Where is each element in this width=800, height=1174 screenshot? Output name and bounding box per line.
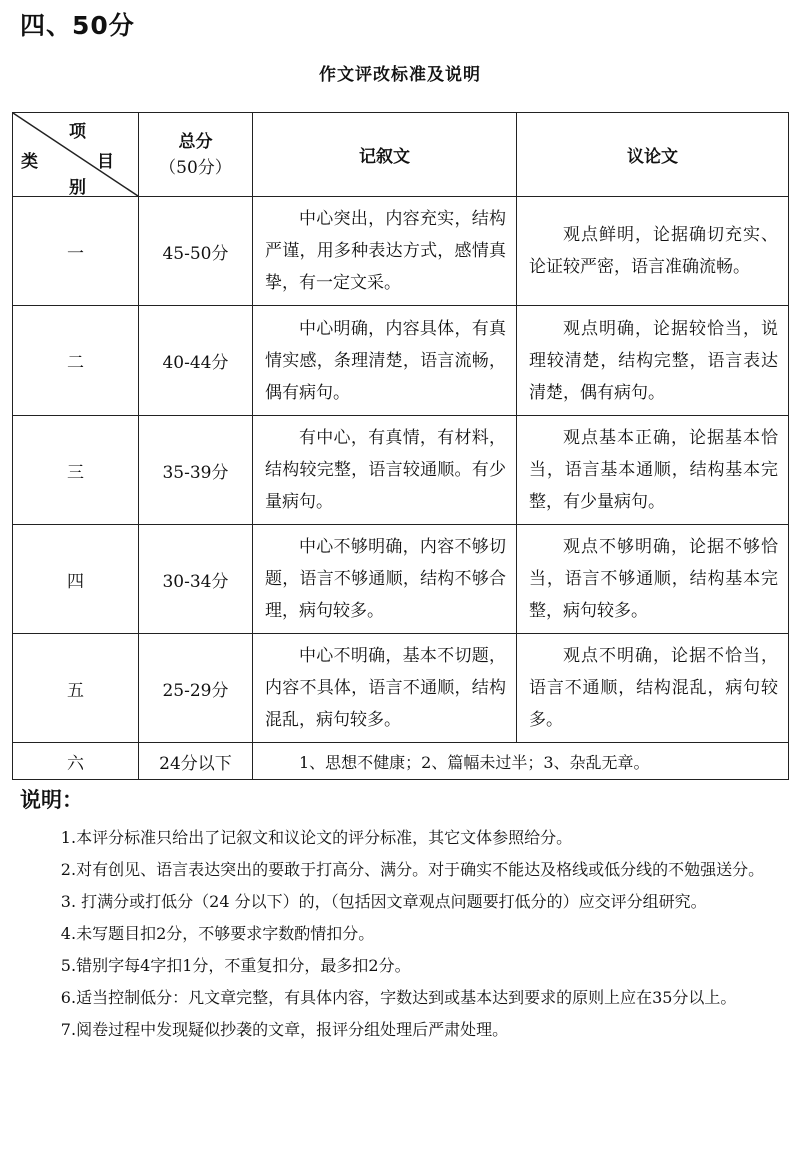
argument-criteria: 观点基本正确，论据基本恰当，语言基本通顺，结构基本完整，有少量病句。: [517, 416, 789, 525]
argument-criteria: 观点明确，论据较恰当，说理较清楚，结构完整，语言表达清楚，偶有病句。: [517, 306, 789, 416]
note-item: 7.阅卷过程中发现疑似抄袭的文章，报评分组处理后严肃处理。: [60, 1020, 509, 1039]
category-cell: 四: [13, 525, 139, 634]
total-score-label: 总分: [178, 131, 213, 152]
table-row: [13, 634, 789, 743]
grading-table: [12, 112, 789, 780]
table-row-last: [13, 743, 789, 780]
category-cell: 二: [13, 306, 139, 416]
document-title: 作文评改标准及说明: [319, 65, 481, 85]
argument-criteria: 观点不够明确，论据不够恰当，语言不够通顺，结构基本完整，病句较多。: [517, 525, 789, 634]
argument-criteria: 观点不明确，论据不恰当，语言不通顺，结构混乱，病句较多。: [517, 634, 789, 743]
table-row: [13, 525, 789, 634]
diagonal-header-cell: [13, 113, 139, 197]
narrative-criteria: 中心不明确，基本不切题，内容不具体，语言不通顺，结构混乱，病句较多。: [253, 634, 517, 743]
score-cell: 24分以下: [139, 743, 253, 780]
table-row: [13, 197, 789, 306]
category-cell: 五: [13, 634, 139, 743]
argument-header: 议论文: [517, 113, 789, 197]
table-row: [13, 306, 789, 416]
score-cell: 45-50分: [139, 197, 253, 306]
header-category-label-bottom: 别: [69, 178, 86, 198]
narrative-criteria: 中心不够明确，内容不够切题，语言不够通顺，结构不够合理，病句较多。: [253, 525, 517, 634]
note-item: 6.适当控制低分：凡文章完整，有具体内容，字数达到或基本达到要求的原则上应在35分以上。: [60, 988, 737, 1007]
argument-criteria: 观点鲜明，论据确切充实、论证较严密，语言准确流畅。: [517, 197, 789, 306]
table-header-row: [13, 113, 789, 197]
score-cell: 25-29分: [139, 634, 253, 743]
section-heading: 四、50分: [20, 11, 135, 40]
category-cell: 三: [13, 416, 139, 525]
narrative-criteria: 有中心，有真情，有材料，结构较完整，语言较通顺。有少量病句。: [253, 416, 517, 525]
score-cell: 30-34分: [139, 525, 253, 634]
category-cell: 一: [13, 197, 139, 306]
table-row: [13, 416, 789, 525]
notes-list: [24, 822, 778, 1046]
score-cell: 40-44分: [139, 306, 253, 416]
header-item-label-right: 目: [97, 152, 114, 172]
header-item-label-top: 项: [69, 122, 86, 142]
score-cell: 35-39分: [139, 416, 253, 525]
notes-heading: 说明：: [20, 788, 83, 812]
total-score-sub: （50分）: [159, 157, 232, 178]
header-category-label-left: 类: [21, 152, 38, 172]
note-item: 1.本评分标准只给出了记叙文和议论文的评分标准，其它文体参照给分。: [60, 828, 573, 847]
narrative-criteria: 中心突出，内容充实，结构严谨，用多种表达方式，感情真挚，有一定文采。: [253, 197, 517, 306]
low-score-conditions: 1、思想不健康；2、篇幅未过半；3、杂乱无章。: [253, 743, 789, 780]
note-item: 5.错别字每4字扣1分，不重复扣分，最多扣2分。: [60, 956, 411, 975]
narrative-header: 记叙文: [253, 113, 517, 197]
note-item: 3. 打满分或打低分（24 分以下）的，（包括因文章观点问题要打低分的）应交评分组研究。: [60, 892, 707, 911]
note-item: 2.对有创见、语言表达突出的要敢于打高分、满分。对于确实不能达及格线或低分线的不勉强送分。: [60, 860, 765, 879]
category-cell: 六: [13, 743, 139, 780]
narrative-criteria: 中心明确，内容具体，有真情实感，条理清楚，语言流畅，偶有病句。: [253, 306, 517, 416]
note-item: 4.未写题目扣2分，不够要求字数酌情扣分。: [60, 924, 375, 943]
total-score-header: [139, 113, 253, 197]
